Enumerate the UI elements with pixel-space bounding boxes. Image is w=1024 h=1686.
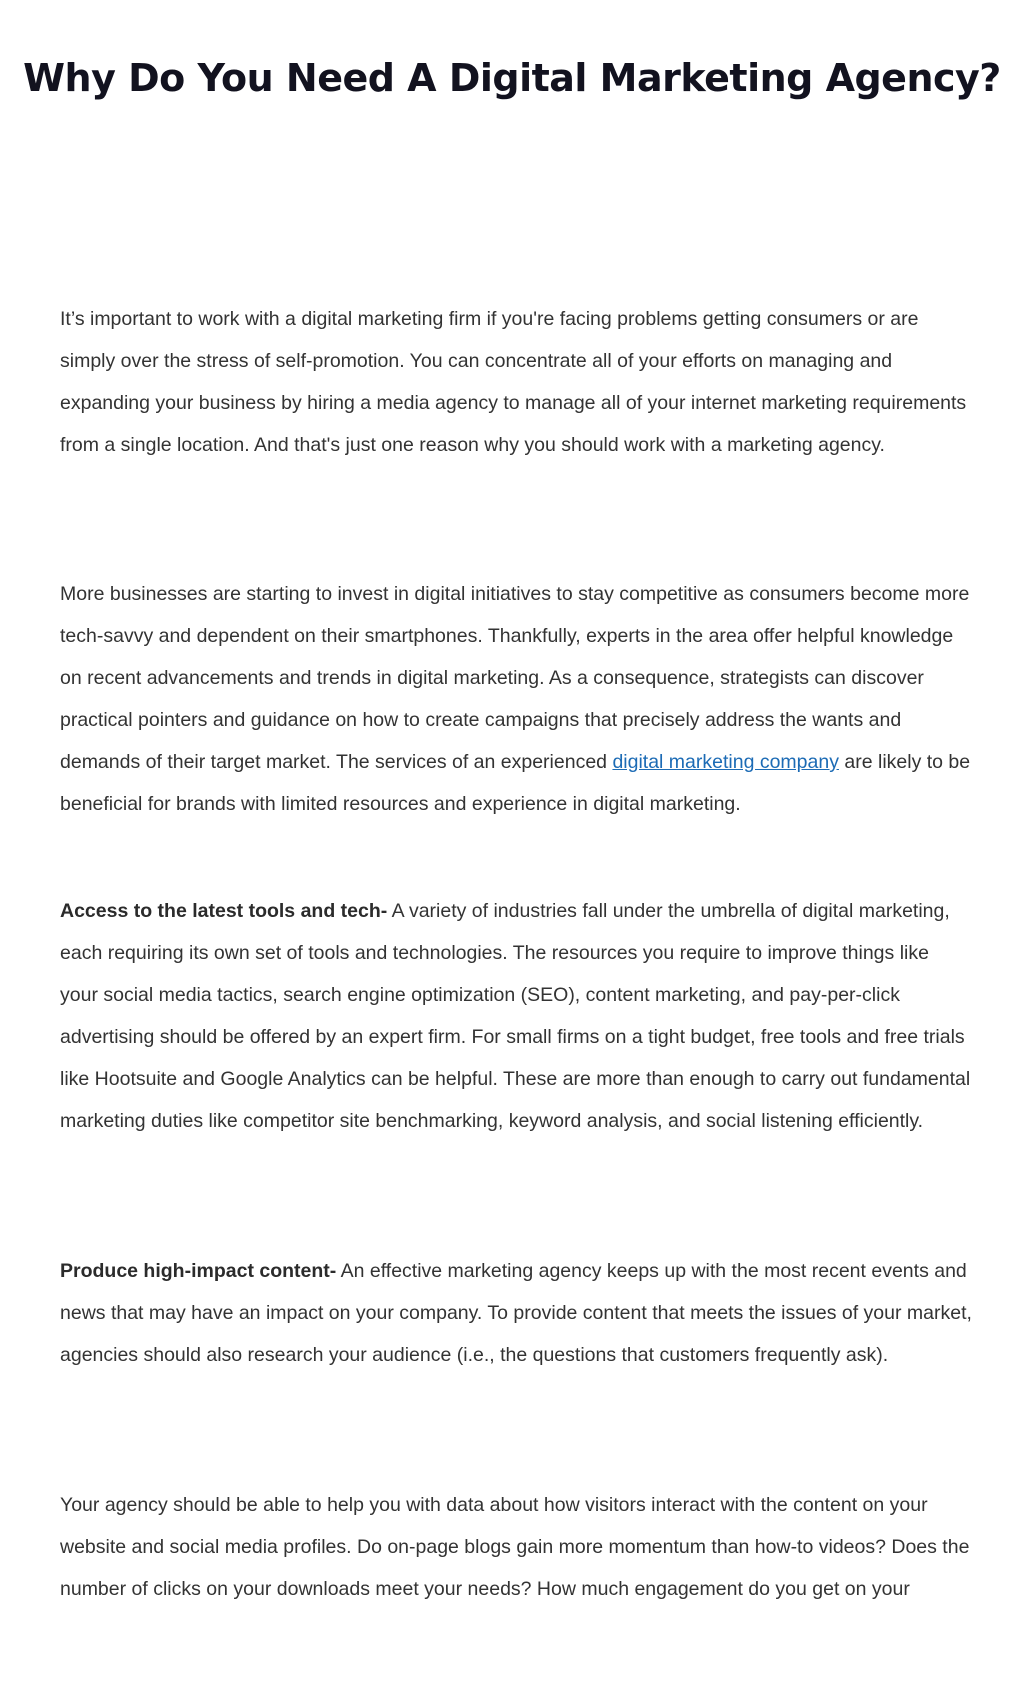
paragraph-text-tools: A variety of industries fall under the umbrella of digital marketing, each requiring its own set of tools and technologies. The resources you require to improve things like your social media tactics, search engine optimization (SEO), content marketing, and pay-per-click advertising should be offered by an expert firm. For small firms on a tight budget, free tools and free trials like Hootsuite and Google Analytics can be helpful. These are more than enough to carry out fundamental marketing duties like competitor site benchmarking, keyword analysis, and social listening efficiently. [60, 900, 971, 1132]
page-title: Why Do You Need A Digital Marketing Agency? [23, 56, 1001, 100]
paragraph-content [60, 1250, 972, 1376]
paragraph-text-after-link: are likely to be beneficial for brands with limited resources and experience in digital marketing. [60, 751, 971, 815]
paragraph-text-content: An effective marketing agency keeps up with the most recent events and news that may have an impact on your company. To provide content that meets the issues of your market, agencies should also research your audience (i.e., the questions that customers frequently ask). [60, 1260, 972, 1366]
paragraph-lead-content: Produce high-impact content- [60, 1260, 337, 1282]
paragraph-text-before-link: More businesses are starting to invest in digital initiatives to stay competitive as consumers become more tech-savvy and dependent on their smartphones. Thankfully, experts in the area offer helpful knowledge on recent advancements and trends in digital marketing. As a consequence, strategists can discover practical pointers and guidance on how to create campaigns that precisely address the wants and demands of their target market. The services of an experienced [60, 583, 970, 773]
paragraph-tools [60, 890, 972, 1142]
paragraph-intro: It’s important to work with a digital marketing firm if you're facing problems getting consumers or are simply over the stress of self-promotion. You can concentrate all of your efforts on managing and expanding your business by hiring a media agency to manage all of your internet marketing requirements from a single location. And that's just one reason why you should work with a marketing agency. [60, 308, 967, 456]
paragraph-analytics: Your agency should be able to help you with data about how visitors interact with the content on your website and social media profiles. Do on-page blogs gain more momentum than how-to videos? Does the number of clicks on your downloads meet your needs? How much engagement do you get on your [60, 1494, 970, 1600]
paragraph-lead-tools: Access to the latest tools and tech- [60, 900, 388, 922]
paragraph-businesses [60, 573, 972, 825]
digital-marketing-company-link[interactable]: digital marketing company [612, 751, 839, 773]
